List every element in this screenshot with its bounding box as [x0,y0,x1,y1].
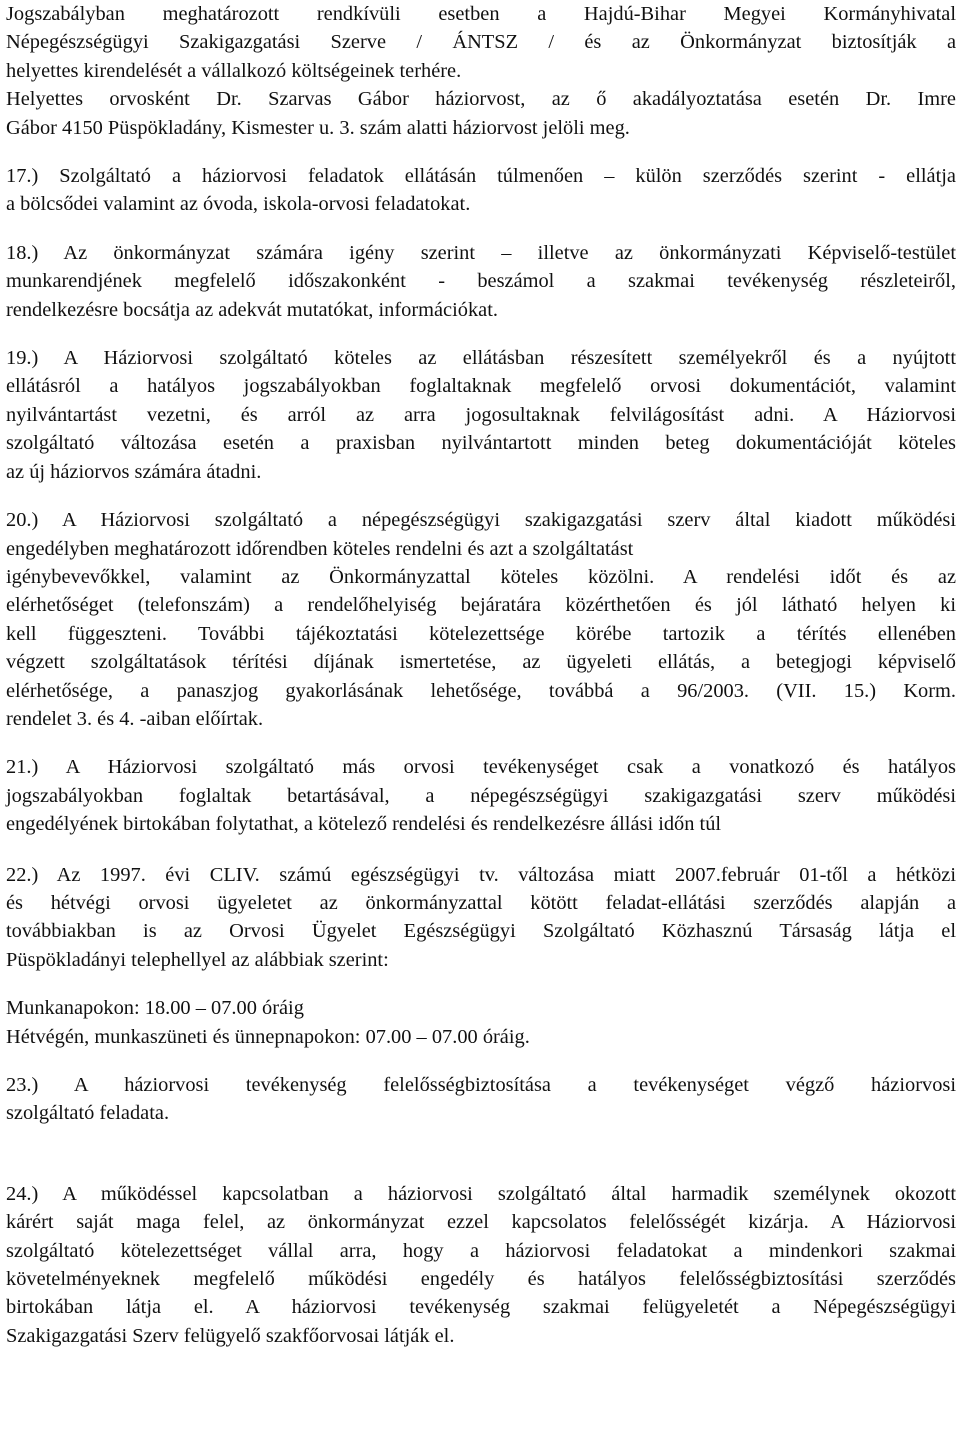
paragraph-21 [6,753,956,838]
text-line: Püspökladányi telephellyel az alábbiak szerint: [6,948,389,971]
text-line: ellátásról a hatályos jogszabályokban foglaltaknak megfelelő orvosi dokumentációt, valamint [6,375,956,398]
text-line: rendelet 3. és 4. -aiban előírtak. [6,707,264,730]
paragraph-17 [6,162,956,219]
paragraph-23 [6,1071,956,1128]
text-line: 20.) A Háziorvosi szolgáltató a népegészségügyi szakigazgatási szerv által kiadott működési [6,509,956,532]
text-line: kell függeszteni. További tájékoztatási kötelezettsége körébe tartozik a térítés ellenében [6,622,956,645]
paragraph-18 [6,239,956,324]
text-line: munkarendjének megfelelő időszakonként - beszámol a szakmai tevékenység részleteiről, [6,270,956,293]
text-line: a bölcsődei valamint az óvoda, iskola-orvosi feladatokat. [6,193,471,216]
text-line: kárért saját maga felel, az önkormányzat ezzel kapcsolatos felelősségét kizárja. A Háziorvosi [6,1211,956,1234]
text-line: Szakigazgatási Szerv felügyelő szakfőorvosai látják el. [6,1324,455,1347]
text-line: Helyettes orvosként Dr. Szarvas Gábor háziorvost, az ő akadályoztatása esetén Dr. Imre [6,88,956,111]
text-line: az új háziorvos számára átadni. [6,460,262,483]
text-line: Gábor 4150 Püspökladány, Kismester u. 3. szám alatti háziorvost jelöli meg. [6,116,630,139]
text-line: továbbiakban is az Orvosi Ügyelet Egészségügyi Szolgáltató Közhasznú Társaság látja el [6,920,956,943]
paragraph-19 [6,344,956,486]
text-line: nyilvántartást vezetni, és arról az arra jogosultaknak felvilágosítást adni. A Háziorvosi [6,403,956,426]
paragraph-substitute-doctor [6,0,956,142]
text-line: 24.) A működéssel kapcsolatban a háziorvosi szolgáltató által harmadik személynek okozott [6,1182,956,1205]
text-line: birtokában látja el. A háziorvosi tevékenység szakmai felügyeletét a Népegészségügyi [6,1296,956,1319]
text-line: követelményeknek megfelelő működési engedély és hatályos felelősségbiztosítási szerződés [6,1268,956,1291]
text-line: helyettes kirendelését a vállalkozó költségeinek terhére. [6,59,462,82]
text-line: 22.) Az 1997. évi CLIV. számú egészségügyi tv. változása miatt 2007.február 01-től a hétközi [6,863,956,886]
text-line: Népegészségügyi Szakigazgatási Szerve / ÁNTSZ / és az Önkormányzat biztosítják a [6,31,956,54]
text-line: 23.) A háziorvosi tevékenység felelősségbiztosítása a tevékenységet végző háziorvosi [6,1074,956,1096]
paragraph-22 [6,861,956,975]
document-page [6,0,956,1350]
text-line: végzett szolgáltatások térítési díjának ismertetése, az ügyeleti ellátás, a betegjogi képviselő [6,651,956,674]
text-line: szolgáltató feladata. [6,1102,170,1125]
duty-schedule [6,994,956,1051]
schedule-weekdays: Munkanapokon: 18.00 – 07.00 óráig [6,997,304,1020]
text-line: szolgáltató kötelezettséget vállal arra, hogy a háziorvosi feladatokat a mindenkori szakmai [6,1239,956,1262]
text-line: igénybevevőkkel, valamint az Önkormányzattal köteles közölni. A rendelési időt és az [6,565,956,588]
text-line: és hétvégi orvosi ügyeletet az önkormányzattal kötött feladat-ellátási szerződés alapján a [6,891,956,914]
text-line: elérhetősége, a panaszjog gyakorlásának lehetősége, továbbá a 96/2003. (VII. 15.) Korm. [6,679,956,702]
schedule-weekends: Hétvégén, munkaszüneti és ünnepnapokon: 07.00 – 07.00 óráig. [6,1025,530,1048]
text-line: Jogszabályban meghatározott rendkívüli esetben a Hajdú-Bihar Megyei Kormányhivatal [6,3,956,25]
text-line: engedélyben meghatározott időrendben köteles rendelni és azt a szolgáltatást [6,537,634,560]
text-line: engedélyének birtokában folytathat, a kötelező rendelési és rendelkezésre állási időn túl [6,813,722,836]
text-line: 18.) Az önkormányzat számára igény szerint – illetve az önkormányzati Képviselő-testület [6,241,956,264]
text-line: jogszabályokban foglaltak betartásával, a népegészségügyi szakigazgatási szerv működési [6,784,956,807]
text-line: 17.) Szolgáltató a háziorvosi feladatok ellátásán túlmenően – külön szerződés szerint - ellátja [6,165,956,188]
text-line: 21.) A Háziorvosi szolgáltató más orvosi tevékenységet csak a vonatkozó és hatályos [6,756,956,779]
text-line: szolgáltató változása esetén a praxisban nyilvántartott minden beteg dokumentációját köteles [6,432,956,455]
text-line: rendelkezésre bocsátja az adekvát mutatókat, információkat. [6,298,498,321]
text-line: 19.) A Háziorvosi szolgáltató köteles az ellátásban részesített személyekről és a nyújtott [6,347,956,370]
paragraph-20 [6,506,956,733]
text-line: elérhetőséget (telefonszám) a rendelőhelyiség bejáratára közérthetően és jól látható helyen ki [6,594,956,617]
paragraph-24 [6,1180,956,1350]
